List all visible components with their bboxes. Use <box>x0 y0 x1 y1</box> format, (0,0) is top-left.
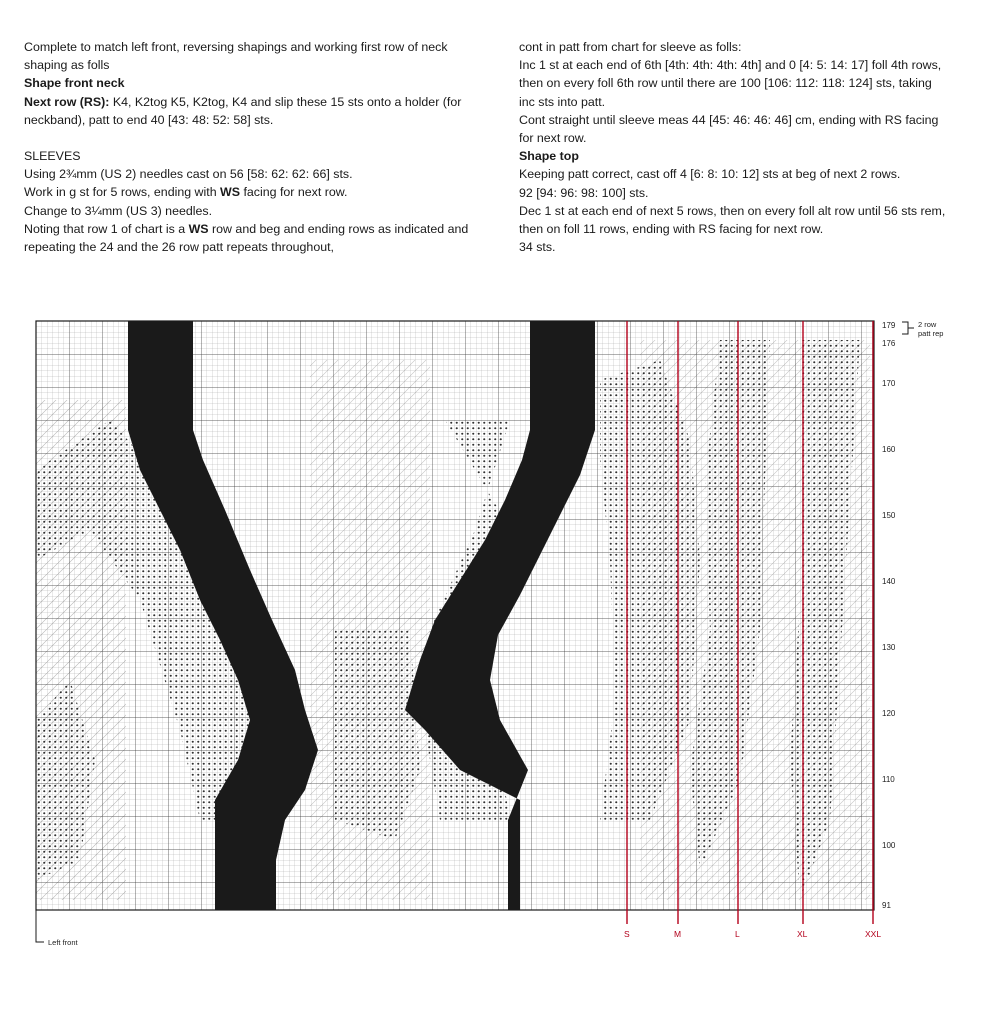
row-label-91: 91 <box>882 901 891 910</box>
instruction-paragraph <box>24 93 474 129</box>
row-label-120: 120 <box>882 709 896 718</box>
text-run: Noting that row 1 of chart is a <box>24 221 189 236</box>
row-label-179: 179 <box>882 321 896 330</box>
instruction-line: Keeping patt correct, cast off 4 [6: 8: 10: 12] sts at beg of next 2 rows. <box>519 167 901 182</box>
instruction-line: Using 2¾mm (US 2) needles cast on 56 [58: 62: 62: 66] sts. <box>24 167 353 182</box>
instruction-line <box>24 183 474 201</box>
row-label: Next row (RS): <box>24 94 110 109</box>
repeat-bracket <box>902 320 943 338</box>
instruction-line <box>24 220 474 256</box>
instruction-line: cont in patt from chart for sleeve as folls: <box>519 40 742 54</box>
section-heading: Shape top <box>519 149 579 164</box>
left-front-label: Left front <box>48 938 78 947</box>
section-heading: SLEEVES <box>24 149 81 164</box>
instructions-left-column <box>24 38 474 256</box>
row-label-130: 130 <box>882 643 896 652</box>
size-labels <box>624 929 881 939</box>
row-label-176: 176 <box>882 339 896 348</box>
size-label-m: M <box>674 929 682 939</box>
text-run: Work in g st for 5 rows, ending with <box>24 185 221 200</box>
row-label-110: 110 <box>882 775 895 784</box>
instruction-line: 92 [94: 96: 98: 100] sts. <box>519 185 649 200</box>
repeat-note-line1: 2 row <box>918 320 937 329</box>
text-run: row and beg and ending rows as indicated and repeating the 24 and the 26 row patt repeats throughout, <box>24 221 469 255</box>
repeat-note-line2: patt rep <box>918 329 944 338</box>
size-label-s: S <box>624 929 630 939</box>
knitting-chart <box>0 300 999 960</box>
row-number-labels <box>882 321 896 910</box>
instruction-line: 34 sts. <box>519 240 556 255</box>
instructions-right-column <box>519 38 949 256</box>
row-label-100: 100 <box>882 841 896 850</box>
row-label-160: 160 <box>882 445 896 454</box>
row-label-150: 150 <box>882 511 896 520</box>
row-label-140: 140 <box>882 577 896 586</box>
instruction-line: Cont straight until sleeve meas 44 [45: 46: 46: 46] cm, ending with RS facing for next row. <box>519 112 939 146</box>
row-label-170: 170 <box>882 379 896 388</box>
instruction-line: Dec 1 st at each end of next 5 rows, then on every foll alt row until 56 sts rem, then on foll 11 rows, ending with RS facing for next row. <box>519 203 946 237</box>
size-label-l: L <box>735 929 740 939</box>
left-front-marker <box>36 910 79 947</box>
text-run: facing for next row. <box>240 185 348 200</box>
instruction-line: Change to 3¼mm (US 3) needles. <box>24 203 213 218</box>
instruction-paragraph: Complete to match left front, reversing shapings and working first row of neck shaping as folls <box>24 40 448 73</box>
instruction-line: Inc 1 st at each end of 6th [4th: 4th: 4th: 4th] and 0 [4: 5: 14: 17] foll 4th rows, then on every foll 6th row until there are 100 [106: 112: 118: 124] sts, taking inc sts into patt. <box>519 58 942 109</box>
text-emphasis: WS <box>188 221 209 236</box>
text-emphasis: WS <box>220 185 241 200</box>
section-heading: Shape front neck <box>24 76 125 91</box>
size-label-xxl: XXL <box>865 929 882 939</box>
size-label-xl: XL <box>797 929 808 939</box>
row-instruction: K4, K2tog K5, K2tog, K4 and slip these 15 sts onto a holder (for neckband), patt to end 40 [43: 48: 52: 58] sts. <box>24 94 462 127</box>
